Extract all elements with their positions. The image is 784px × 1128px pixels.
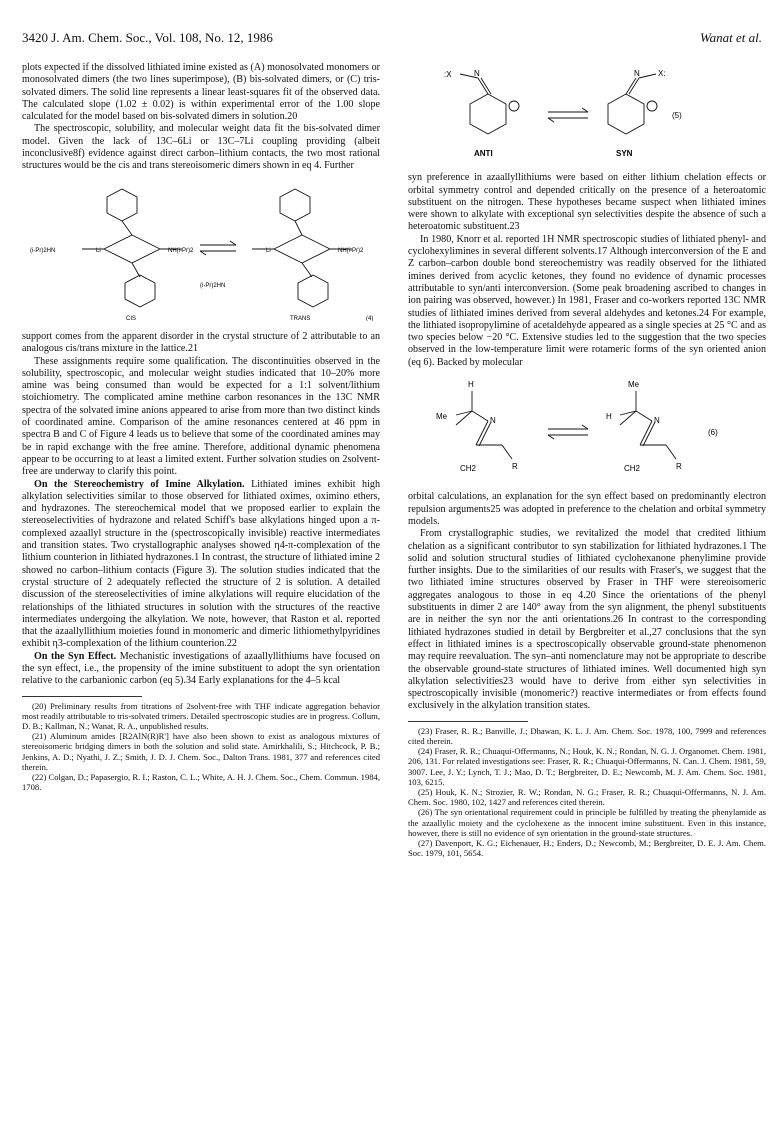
amine-label: (i-Pr)2HN bbox=[30, 247, 56, 254]
footnote-divider bbox=[408, 721, 528, 722]
equation-number: (6) bbox=[708, 428, 718, 438]
rotamer-scheme bbox=[408, 375, 766, 481]
h-label: H bbox=[606, 412, 612, 422]
footnote: (22) Colgan, D.; Papasergio, R. I.; Raston, C. L.; White, A. H. J. Chem. Soc., Chem. Commun. 1984, 1708. bbox=[22, 772, 380, 793]
paragraph: The spectroscopic, solubility, and molecular weight data fit the bis-solvated dimer model. Given the lack of 13C–6Li or 13C–7Li coupling providing (albeit inconclusive8f) evidence against direct carbon–lithium contacts, the two most rational structures would be the cis and trans stereoisomeric dimers shown in eq 4. Further bbox=[22, 123, 380, 172]
scheme-eq6 bbox=[408, 375, 766, 485]
substituent-label: X: bbox=[658, 69, 666, 78]
anti-label: ANTI bbox=[474, 149, 493, 158]
equation-number: (4) bbox=[366, 315, 374, 321]
section-heading: On the Stereochemistry of Imine Alkylation. bbox=[34, 478, 245, 490]
footnote: (25) Houk, K. N.; Strozier, R. W.; Rondan, N. G.; Fraser, R. R.; Chuaqui-Offermanns, N. J. Am. Chem. Soc. 1980, 102, 1427 and references cited therein. bbox=[408, 786, 766, 808]
n-label: N bbox=[474, 69, 480, 78]
me-label: Me bbox=[628, 380, 640, 390]
footnote: (24) Fraser, R. R.; Chuaqui-Offermanns, N.; Houk, K. N.; Rondan, N. G. J. Organomet. Chem. 1981, 206, 131. For related investigations see: Fraser, R. R.; Chuaqui-Offermanns, N. Can. J. Chem. 1981, 59, 3007. Lee, J. Y.; Lynch, T. J.; Mao, D. T.; Bergbreiter, D. E.; Newcomb, M. J. Am. Chem. Soc. 1981, 103, 6215. bbox=[408, 746, 766, 787]
me-label: Me bbox=[436, 412, 448, 422]
running-header bbox=[22, 30, 762, 50]
footnote: (23) Fraser, R. R.; Banville, J.; Dhawan, K. L. J. Am. Chem. Soc. 1978, 100, 7999 and references cited therein. bbox=[408, 725, 766, 746]
r-label: R bbox=[676, 462, 682, 472]
ch2-label: CH2 bbox=[460, 464, 477, 474]
scheme-eq4 bbox=[22, 179, 380, 325]
amine-label: NH(i-Pr)2 bbox=[168, 247, 194, 254]
amine-label: NH(i-Pr)2 bbox=[338, 247, 364, 254]
cis-label: CIS bbox=[126, 315, 137, 321]
amine-label: (i-Pr)2HN bbox=[200, 282, 226, 289]
syn-label: SYN bbox=[616, 149, 633, 158]
scheme-eq5 bbox=[408, 62, 766, 166]
phenyl-ring bbox=[107, 189, 137, 221]
r-label: R bbox=[512, 462, 518, 472]
footnotes bbox=[22, 701, 380, 793]
li-label: Li bbox=[96, 247, 101, 254]
footnote: (21) Aluminum amides [R2AlN(R)R'] have also been shown to exist as analogous mixtures of stereoisomeric bridging dimers in both the solution and solid state. Amirkhalili, S.; Hitchcock, P. B.; Jenkins, A. D.; Nyathi, J. Z.; Smith, J. D. J. Chem. Soc., Dalton Trans. 1981, 377 and references cited therein. bbox=[22, 731, 380, 772]
phenyl-ring bbox=[298, 275, 328, 307]
cyclohexane-ring bbox=[470, 94, 506, 134]
cyclohexane-ring bbox=[608, 94, 644, 134]
n-label: N bbox=[634, 69, 640, 78]
phenyl-ring bbox=[280, 189, 310, 221]
footnotes bbox=[408, 726, 766, 859]
paragraph: syn preference in azaallyllithiums were based on either lithium chelation effects or orbital symmetry control and depended critically on the presence of a heteroatomic substituent on the nitrogen. These hypotheses became suspect when lithiated imines were shown to alkylate with exceptional syn selectivities despite the absence of such a heteroatomic substituent.23 bbox=[408, 172, 766, 233]
trans-label: TRANS bbox=[290, 315, 311, 321]
paragraph: In 1980, Knorr et al. reported 1H NMR spectroscopic studies of lithiated phenyl- and cyclohexylimines in several different solvents.17 Although interconversion of the E and Z carbon–carbon double bond stereochemistry was readily observed for the lithiated imines derived from acyclic ketones, they found no evidence of dynamic processes attributable to syn/anti interconversion. (Some peak broadening ascribed to changes in ion pairing was observed, however.) In 1981, Fraser and co-workers reported 13C NMR studies of lithiated imines derived from several aldehydes and ketones.24 For example, the lithiated isopropylimine of acetaldehyde appeared as a single species at 25 °C and as two species below −20 °C. Extensive studies led to the suggestion that the two species observed in the low-temperature limit were rotameric forms of the syn oriented anion (eq 6). Backed by molecular bbox=[408, 233, 766, 368]
footnote: (26) The syn orientational requirement could in principle be fulfilled by treating the phenylamide as the azaallylic moiety and the cyclohexene as the innocent imine substituent. Even in this instance, however, there is still no evidence of syn orientation in the ground-state structures. bbox=[408, 807, 766, 838]
substituent-label: :X bbox=[444, 70, 452, 79]
author-header: Wanat et al. bbox=[700, 30, 762, 45]
paragraph: These assignments require some qualification. The discontinuities observed in the solubility, spectroscopic, and molecular weight studies indicated that 10–20% more amine was being consumed than would be expected for a 1:1 solvent/lithium stoichiometry. The complicated amine methine carbon resonances in the 13C NMR spectra of the solvated imine anions appeared to arise from more than two distinct kinds of coordinated amine. Comparison of the amine resonances centered at 46 ppm in spectra B and C of Figure 4 leads us to believe that some of the coordinated amines may be in rapid exchange with the free amine. Therefore, additional dynamic phenomena appear to be occurring to at least a limited extent. Further solvation studies on 2solvent-free are underway to clarify this point. bbox=[22, 355, 380, 478]
right-column bbox=[408, 62, 766, 858]
n-label: N bbox=[490, 416, 496, 426]
h-label: H bbox=[468, 380, 474, 390]
paragraph: Lithiated imines exhibit high alkylation selectivities similar to those observed for lithiated oximes, oximino ethers, and hydrazones. The stereochemical model that we proposed earlier to explain the stereoselectivities of hydrazone and related Schiff's base alkylations hinged upon a π-complexed azaallyl structure in the (spectroscopically invisible) reactive intermediates and transition states. Two crystallographic analyses showed η4-π-complexation of the lithium counterion in lithiated hydrazones.1 In contrast, the structure of lithiated imine 2 showed no carbon–lithium contacts (Figure 3). The solution studies indicated that the crystal structure of 2 adequately reflected the structure of 2 is solution. A detailed discussion of the stereoselectivities of imine alkylations will require elucidation of the relationships of the lithiated structures in solution with the structures of the reactive intermediates undergoing the alkylation. We note, however, that Raston et al. reported that the azaallyllithium moieties found in monomeric and dimeric lithiomethylpyridines exhibit η3-complexation of the lithium counterion.22 bbox=[22, 478, 380, 650]
footnote-divider bbox=[22, 696, 142, 697]
paragraph: support comes from the apparent disorder in the crystal structure of 2 attributable to an analogous cis/trans mixture in the lattice.21 bbox=[22, 330, 380, 355]
li-label: Li bbox=[266, 247, 271, 254]
ch2-label: CH2 bbox=[624, 464, 641, 474]
paragraph: plots expected if the dissolved lithiated imine existed as (A) monosolvated monomers or monosolvated dimers (the two lines superimpose), (B) bis-solvated dimers, or (C) tris-solvated dimers. The solid line represents a linear least-squares fit of the observed data. The calculated slope (1.02 ± 0.02) is within experimental error of the 1.00 slope calculated for the model based on bis-solvated dimers in solution.20 bbox=[22, 62, 380, 123]
n-label: N bbox=[654, 416, 660, 426]
paragraph: From crystallographic studies, we revitalized the model that credited lithium chelation as a significant contributor to syn stabilization for lithiated hydrazones.1 The solid and solution structural studies of lithiated cyclohexanone phenylimine provide further insights. Due to the similarities of our results with Fraser's, we suggest that the two lithiated imine structures observed by Fraser in THF were stereoisomeric aggregates analogous to those in eq 4.20 Since the orientations of the phenyl substituents in dimer 2 are 140° away from the syn alignment, the phenyl substituents are in neither the syn nor the anti orientations.26 In contrast to the corresponding lithiated hydrazones studied in detail by Bergbreiter et al.,27 conclusions that the syn effect in lithiated imines is a spectroscopically observable ground-state phenomenon may require reevaluation. The syn–anti nomenclature may not be appropriate to describe the observable ground-state structures of lithiated imines. Well documented high syn alkylation selectivities23 would have to derive from either syn selectivities in spectroscopically invisible (monomeric?) reactive intermediates or from effects found exclusively in the alkylation transition states. bbox=[408, 528, 767, 712]
equation-number: (5) bbox=[672, 111, 682, 120]
section-heading: On the Syn Effect. bbox=[34, 650, 117, 662]
syn-anti-scheme bbox=[408, 62, 766, 162]
paragraph: orbital calculations, an explanation for the syn effect based on predominantly electron repulsion arguments25 was adopted in preference to the chelation and orbital symmetry models. bbox=[408, 491, 766, 527]
page-citation: 3420 J. Am. Chem. Soc., Vol. 108, No. 12, 1986 bbox=[22, 30, 273, 45]
dimer-scheme bbox=[22, 179, 380, 321]
footnote: (27) Davenport, K. G.; Eichenauer, H.; Enders, D.; Newcomb, M.; Bergbreiter, D. E. J. Am. Chem. Soc. 1979, 101, 5654. bbox=[408, 837, 766, 859]
left-column bbox=[22, 62, 380, 792]
footnote: (20) Preliminary results from titrations of 2solvent-free with THF indicate aggregation behavior most readily attributable to tris-solvated trimers. Detailed spectroscopic studies are in progress. Collum, D. B.; Kallman, N.; Wanat, R. A., unpublished results. bbox=[22, 700, 380, 731]
paragraph: Mechanistic investigations of azaallyllithiums have focused on the syn effect, i.e., the propensity of the imine substituent to adopt the syn orientation relative to the carbanionic carbon (eq 5).34 Early explanations for the 4–5 kcal bbox=[22, 650, 380, 687]
phenyl-ring bbox=[125, 275, 155, 307]
